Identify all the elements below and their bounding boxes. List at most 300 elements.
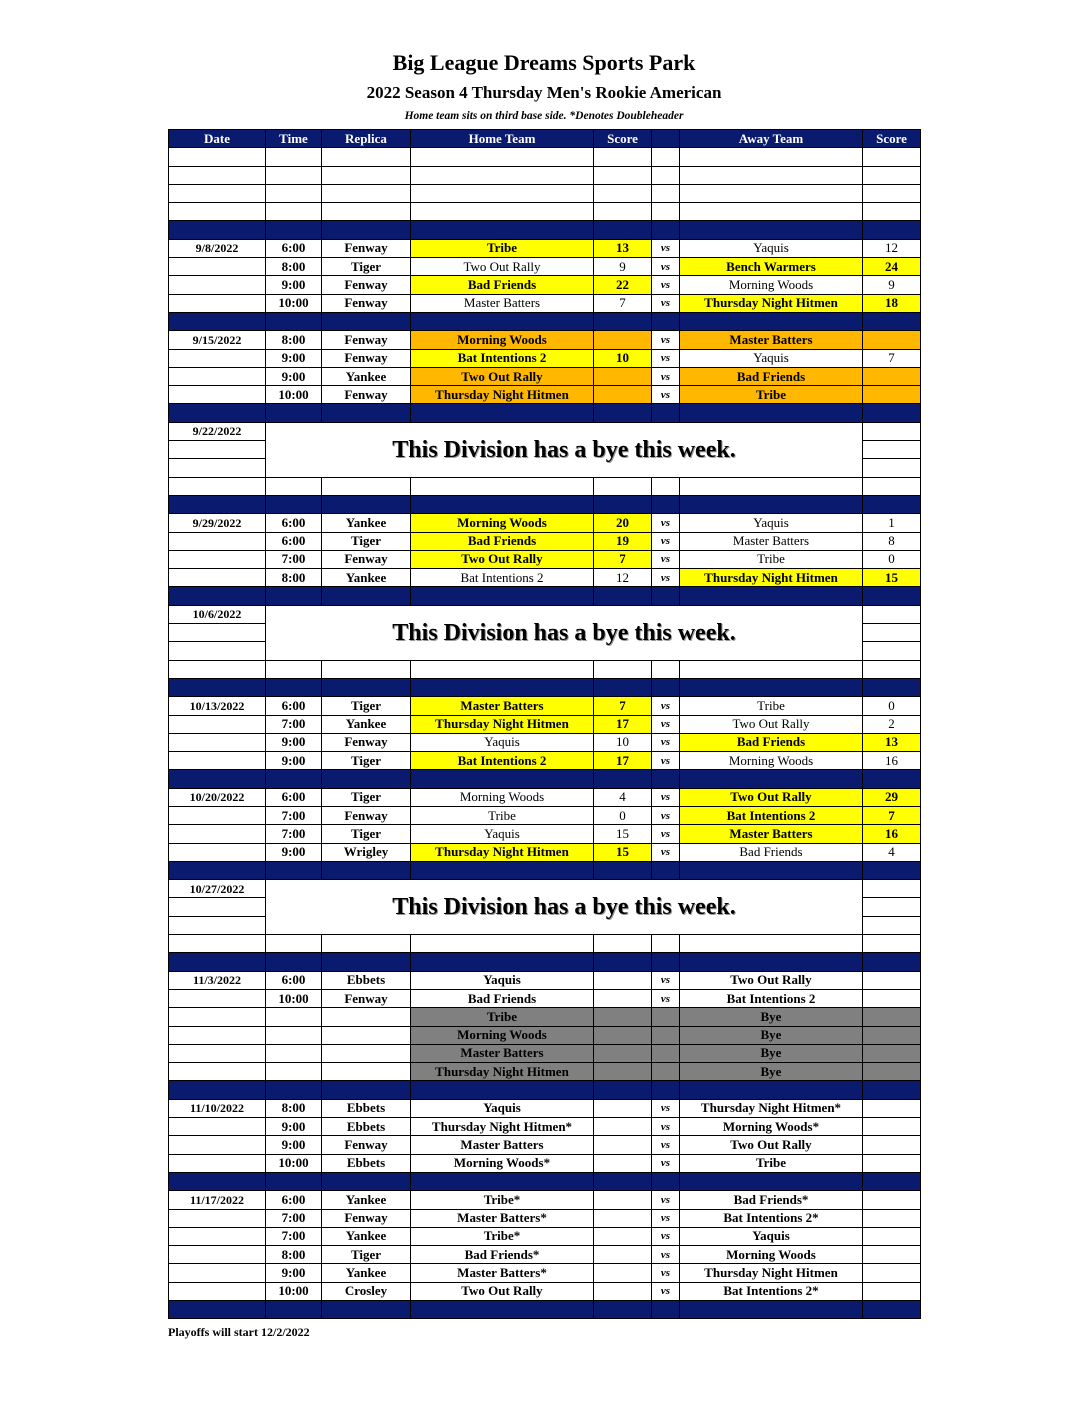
col-replica: Replica [322,130,411,148]
replica-field: Fenway [322,989,411,1007]
home-score: 15 [594,825,652,843]
home-score [594,1191,652,1209]
header-row [169,130,921,148]
game-date: 9/15/2022 [169,331,266,349]
home-team: Master Batters [411,1136,594,1154]
home-team: Tribe [411,1008,594,1026]
away-team: Morning Woods [680,1246,863,1264]
game-row [169,239,921,257]
away-score: 0 [863,697,921,715]
vs-label: vs [652,239,680,257]
away-score [863,1191,921,1209]
empty-cell [266,1026,322,1044]
replica-field: Yankee [322,514,411,532]
game-row [169,715,921,733]
home-score [594,1209,652,1227]
separator-cell [411,1081,594,1099]
game-row [169,276,921,294]
home-team: Tribe [411,239,594,257]
empty-cell [322,1063,411,1081]
home-score [594,1099,652,1117]
empty-cell [680,935,863,953]
empty-cell [169,1063,266,1081]
empty-cell [169,166,266,184]
replica-field: Yankee [322,569,411,587]
game-time: 9:00 [266,1264,322,1282]
vs-label: vs [652,331,680,349]
home-score: 7 [594,294,652,312]
away-score: 16 [863,825,921,843]
game-row [169,825,921,843]
away-score: 9 [863,276,921,294]
game-date [169,386,266,404]
separator-cell [863,587,921,605]
game-time: 8:00 [266,1099,322,1117]
away-team: Yaquis [680,349,863,367]
game-row [169,331,921,349]
home-team: Master Batters* [411,1264,594,1282]
separator-cell [680,221,863,239]
replica-field: Tiger [322,532,411,550]
game-row [169,294,921,312]
home-team: Bat Intentions 2 [411,569,594,587]
away-score [863,1227,921,1245]
game-date [169,1118,266,1136]
game-date [169,1209,266,1227]
empty-cell [652,203,680,221]
empty-cell [266,660,322,678]
home-team: Tribe* [411,1227,594,1245]
game-date [169,733,266,751]
empty-row [169,166,921,184]
empty-cell [169,916,266,934]
empty-cell [863,203,921,221]
week-separator [169,1172,921,1190]
empty-cell [411,935,594,953]
game-time: 9:00 [266,843,322,861]
game-row [169,971,921,989]
col-vs [652,130,680,148]
away-team: Tribe [680,550,863,568]
away-score: 0 [863,550,921,568]
game-time: 10:00 [266,1154,322,1172]
replica-field: Tiger [322,1246,411,1264]
home-team: Morning Woods [411,514,594,532]
separator-cell [322,312,411,330]
away-team: Morning Woods* [680,1118,863,1136]
vs-label: vs [652,1136,680,1154]
away-team: Tribe [680,697,863,715]
vs-label: vs [652,569,680,587]
bye-team-row [169,1063,921,1081]
separator-cell [169,678,266,696]
vs-label [652,1063,680,1081]
schedule-note: Home team sits on third base side. *Denotes Doubleheader [404,110,684,122]
home-team: Tribe [411,806,594,824]
away-score [863,1136,921,1154]
game-date [169,367,266,385]
separator-cell [411,221,594,239]
away-team: Bat Intentions 2* [680,1282,863,1300]
home-score [594,1264,652,1282]
game-time: 6:00 [266,514,322,532]
home-team: Master Batters [411,1044,594,1062]
col-home-score: Score [594,130,652,148]
home-score: 17 [594,715,652,733]
game-row [169,532,921,550]
replica-field: Tiger [322,788,411,806]
separator-cell [652,1301,680,1319]
separator-cell [266,678,322,696]
separator-cell [322,1081,411,1099]
separator-cell [594,587,652,605]
replica-field: Fenway [322,276,411,294]
game-row [169,514,921,532]
separator-cell [169,770,266,788]
week-separator [169,312,921,330]
away-score: 1 [863,514,921,532]
game-time: 8:00 [266,258,322,276]
separator-cell [652,404,680,422]
vs-label: vs [652,752,680,770]
game-date [169,1154,266,1172]
empty-cell [169,1008,266,1026]
empty-cell [322,1026,411,1044]
empty-cell [652,184,680,202]
vs-label: vs [652,349,680,367]
empty-cell [266,477,322,495]
separator-cell [322,587,411,605]
replica-field: Ebbets [322,1099,411,1117]
away-team: Master Batters [680,532,863,550]
page-subtitle: 2022 Season 4 Thursday Men's Rookie American [366,83,722,102]
away-team: Thursday Night Hitmen [680,1264,863,1282]
game-date: 9/29/2022 [169,514,266,532]
home-team: Two Out Rally [411,367,594,385]
home-score: 19 [594,532,652,550]
away-team: Bye [680,1044,863,1062]
away-team: Yaquis [680,514,863,532]
separator-cell [863,312,921,330]
game-date [169,1282,266,1300]
vs-label [652,1026,680,1044]
vs-label: vs [652,514,680,532]
separator-cell [322,861,411,879]
away-team: Two Out Rally [680,715,863,733]
separator-cell [594,312,652,330]
replica-field: Yankee [322,1191,411,1209]
separator-cell [652,770,680,788]
away-score: 7 [863,349,921,367]
home-score [594,331,652,349]
empty-cell [594,935,652,953]
empty-cell [411,184,594,202]
separator-cell [594,1081,652,1099]
separator-cell [594,404,652,422]
separator-cell [680,587,863,605]
separator-cell [594,953,652,971]
home-score [594,367,652,385]
vs-label: vs [652,258,680,276]
vs-label: vs [652,367,680,385]
home-team: Thursday Night Hitmen [411,1063,594,1081]
empty-cell [680,477,863,495]
away-score: 4 [863,843,921,861]
home-score: 10 [594,349,652,367]
home-team: Yaquis [411,1099,594,1117]
separator-cell [266,1301,322,1319]
empty-cell [863,441,921,459]
home-score: 9 [594,258,652,276]
empty-cell [863,148,921,166]
empty-cell [594,166,652,184]
empty-cell [322,1008,411,1026]
separator-cell [652,1172,680,1190]
away-score [863,1008,921,1026]
away-score: 8 [863,532,921,550]
separator-cell [169,404,266,422]
home-score [594,989,652,1007]
week-separator [169,495,921,513]
separator-cell [863,1081,921,1099]
game-row [169,1136,921,1154]
home-score [594,1008,652,1026]
game-date: 10/6/2022 [169,605,266,623]
away-team: Yaquis [680,1227,863,1245]
away-score [863,1063,921,1081]
replica-field: Fenway [322,733,411,751]
vs-label: vs [652,386,680,404]
home-team: Bat Intentions 2 [411,349,594,367]
away-team: Tribe [680,1154,863,1172]
week-separator [169,221,921,239]
separator-cell [652,861,680,879]
empty-cell [169,441,266,459]
week-separator [169,587,921,605]
empty-cell [594,203,652,221]
replica-field: Ebbets [322,971,411,989]
week-separator [169,770,921,788]
vs-label: vs [652,1282,680,1300]
away-team: Bad Friends* [680,1191,863,1209]
game-date [169,532,266,550]
separator-cell [266,312,322,330]
empty-cell [266,148,322,166]
separator-cell [680,1081,863,1099]
empty-cell [652,660,680,678]
empty-cell [652,166,680,184]
separator-cell [652,953,680,971]
game-date [169,752,266,770]
home-team: Two Out Rally [411,550,594,568]
game-date [169,806,266,824]
empty-cell [266,203,322,221]
replica-field: Crosley [322,1282,411,1300]
empty-cell [169,203,266,221]
separator-cell [863,1301,921,1319]
game-time: 6:00 [266,697,322,715]
game-date [169,349,266,367]
game-row [169,1191,921,1209]
game-date: 10/27/2022 [169,880,266,898]
away-score [863,331,921,349]
col-time: Time [266,130,322,148]
away-score [863,1026,921,1044]
away-team: Bye [680,1026,863,1044]
game-time: 6:00 [266,971,322,989]
vs-label: vs [652,550,680,568]
bye-week-row [169,605,921,623]
empty-cell [322,148,411,166]
home-team: Morning Woods [411,1026,594,1044]
home-score [594,971,652,989]
separator-cell [411,587,594,605]
week-separator [169,1301,921,1319]
away-score [863,971,921,989]
game-time: 9:00 [266,349,322,367]
replica-field: Fenway [322,1209,411,1227]
home-team: Two Out Rally [411,1282,594,1300]
game-date: 10/13/2022 [169,697,266,715]
empty-cell [266,1063,322,1081]
col-away-score: Score [863,130,921,148]
vs-label: vs [652,1209,680,1227]
empty-cell [863,624,921,642]
home-score: 22 [594,276,652,294]
game-date [169,1136,266,1154]
game-row [169,752,921,770]
game-date [169,843,266,861]
away-team: Thursday Night Hitmen* [680,1099,863,1117]
separator-cell [652,221,680,239]
home-team: Master Batters [411,294,594,312]
away-score [863,386,921,404]
away-team: Master Batters [680,825,863,843]
week-separator [169,1081,921,1099]
empty-cell [594,184,652,202]
separator-cell [322,1172,411,1190]
game-date: 9/8/2022 [169,239,266,257]
home-score: 15 [594,843,652,861]
home-team: Tribe* [411,1191,594,1209]
empty-cell [594,660,652,678]
empty-cell [169,1044,266,1062]
home-team: Morning Woods* [411,1154,594,1172]
empty-cell [652,148,680,166]
home-score: 7 [594,697,652,715]
home-score [594,1282,652,1300]
home-team: Master Batters [411,697,594,715]
game-row [169,569,921,587]
game-time: 7:00 [266,550,322,568]
game-row [169,258,921,276]
replica-field: Fenway [322,294,411,312]
replica-field: Fenway [322,386,411,404]
empty-cell [594,477,652,495]
home-team: Bad Friends [411,532,594,550]
col-date: Date [169,130,266,148]
separator-cell [863,221,921,239]
separator-cell [411,312,594,330]
game-time: 7:00 [266,825,322,843]
vs-label: vs [652,294,680,312]
vs-label: vs [652,1246,680,1264]
separator-cell [863,495,921,513]
empty-cell [863,605,921,623]
empty-cell [863,459,921,477]
home-team: Thursday Night Hitmen [411,843,594,861]
away-team: Bye [680,1008,863,1026]
away-score: 16 [863,752,921,770]
vs-label: vs [652,1099,680,1117]
game-date: 11/17/2022 [169,1191,266,1209]
game-row [169,1209,921,1227]
away-team: Thursday Night Hitmen [680,569,863,587]
empty-cell [680,166,863,184]
empty-cell [863,184,921,202]
away-team: Two Out Rally [680,788,863,806]
separator-cell [266,404,322,422]
away-team: Bat Intentions 2 [680,989,863,1007]
home-score [594,1227,652,1245]
game-time: 6:00 [266,788,322,806]
separator-cell [594,221,652,239]
away-team: Bat Intentions 2 [680,806,863,824]
empty-cell [652,935,680,953]
game-time: 7:00 [266,715,322,733]
home-score: 0 [594,806,652,824]
away-team: Bad Friends [680,367,863,385]
vs-label: vs [652,788,680,806]
empty-cell [411,203,594,221]
week-separator [169,953,921,971]
empty-cell [594,148,652,166]
game-time: 6:00 [266,532,322,550]
away-team: Morning Woods [680,752,863,770]
game-date [169,825,266,843]
separator-cell [594,678,652,696]
game-row [169,1246,921,1264]
game-time: 9:00 [266,752,322,770]
empty-cell [169,935,266,953]
home-team: Morning Woods [411,331,594,349]
game-time: 7:00 [266,1209,322,1227]
separator-cell [266,221,322,239]
empty-cell [411,660,594,678]
replica-field: Fenway [322,550,411,568]
game-date [169,1264,266,1282]
separator-cell [322,770,411,788]
home-score [594,1154,652,1172]
week-separator [169,678,921,696]
separator-cell [169,495,266,513]
empty-cell [863,916,921,934]
replica-field: Yankee [322,1227,411,1245]
home-team: Yaquis [411,733,594,751]
bye-week-row [169,880,921,898]
game-time: 6:00 [266,1191,322,1209]
away-score [863,1044,921,1062]
home-score [594,1246,652,1264]
game-row [169,697,921,715]
separator-cell [266,495,322,513]
away-team: Yaquis [680,239,863,257]
replica-field: Ebbets [322,1154,411,1172]
game-row [169,1227,921,1245]
home-team: Two Out Rally [411,258,594,276]
vs-label: vs [652,276,680,294]
separator-cell [863,678,921,696]
